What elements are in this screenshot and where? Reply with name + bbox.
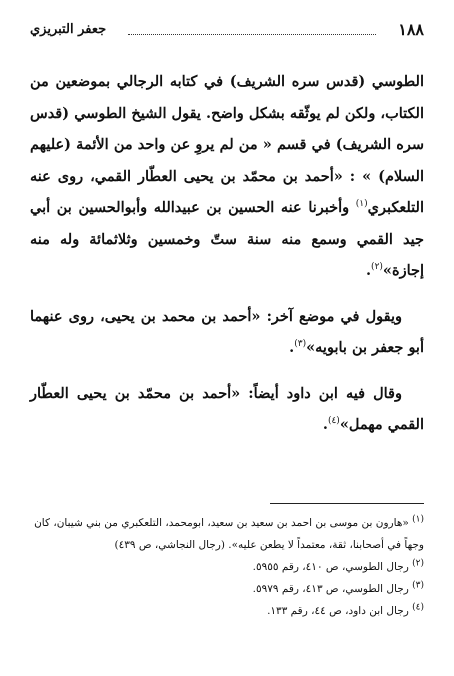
footnote-number: (١) bbox=[412, 514, 424, 525]
footnotes bbox=[30, 512, 424, 622]
paragraph bbox=[30, 301, 424, 364]
footnote bbox=[30, 512, 424, 556]
footnote-ref: (٣) bbox=[294, 339, 307, 350]
paragraph-text: . bbox=[289, 339, 295, 356]
footnote-ref: (١) bbox=[355, 199, 368, 210]
footnote-number: (٤) bbox=[412, 602, 424, 613]
footnote-number: (٣) bbox=[412, 580, 424, 591]
paragraph bbox=[30, 378, 424, 441]
footnote-text: رجال ابن داود، ص ٤٤، رقم ١٣٣. bbox=[267, 605, 413, 617]
paragraph-text: . bbox=[322, 416, 328, 433]
paragraph-text: الطوسي (قدس سره الشريف) في كتابه الرجالي بموضعين من الكتاب، ولكن لم يوثّقه بشكل واضح. يقول الشيخ الطوسي (قدس سره الشريف) في قسم « من لم يروِ عن واحد من الأئمة (عليهم السلام) » : «أحمد بن محمّد بن يحيى العطّار القمي، روى عنه التلعكبري bbox=[30, 73, 424, 216]
paragraph bbox=[30, 66, 424, 287]
paragraph-text: ويقول في موضع آخر: «أحمد بن محمد بن يحيى، روى عنهما أبو جعفر بن بابويه» bbox=[30, 307, 424, 356]
paragraph-text: . bbox=[365, 262, 372, 279]
footnote-ref: (٤) bbox=[327, 416, 340, 427]
paragraph-text: وقال فيه ابن داود أيضاً: «أحمد بن محمّد بن يحيى العطّار القمي مهمل» bbox=[30, 384, 424, 433]
footnote-text: رجال الطوسي، ص ٤١٣، رقم ٥٩٧٩. bbox=[252, 583, 413, 595]
header-dotted-leader bbox=[128, 34, 376, 35]
page-number: ١٨٨ bbox=[398, 20, 424, 39]
footnote-separator bbox=[270, 503, 424, 504]
footnote bbox=[30, 600, 424, 622]
footnote-number: (٢) bbox=[412, 558, 424, 569]
paragraph-text: وأخبرنا عنه الحسين بن عبيدالله وأبوالحسين بن أبي جيد القمي وسمع منه سنة ستّ وخمسين وثلاثمائة وله منه إجازة» bbox=[30, 199, 424, 279]
footnote-text: رجال الطوسي، ص ٤١٠، رقم ٥٩٥٥. bbox=[252, 561, 413, 573]
main-text bbox=[30, 66, 424, 441]
footnote bbox=[30, 578, 424, 600]
running-title: جعفر التبريزي bbox=[30, 22, 107, 37]
footnote-text: «هارون بن موسى بن احمد بن سعيد بن سعيد، ابومحمد، التلعكبري من بني شيبان، كان وجهاً في أصحابنا، ثقة، معتمداً لا يطعن عليه». (رجال النجاشي، ص ٤٣٩) bbox=[34, 517, 424, 551]
page-header bbox=[30, 20, 424, 46]
footnote bbox=[30, 556, 424, 578]
footnote-ref: (٢) bbox=[371, 262, 383, 273]
